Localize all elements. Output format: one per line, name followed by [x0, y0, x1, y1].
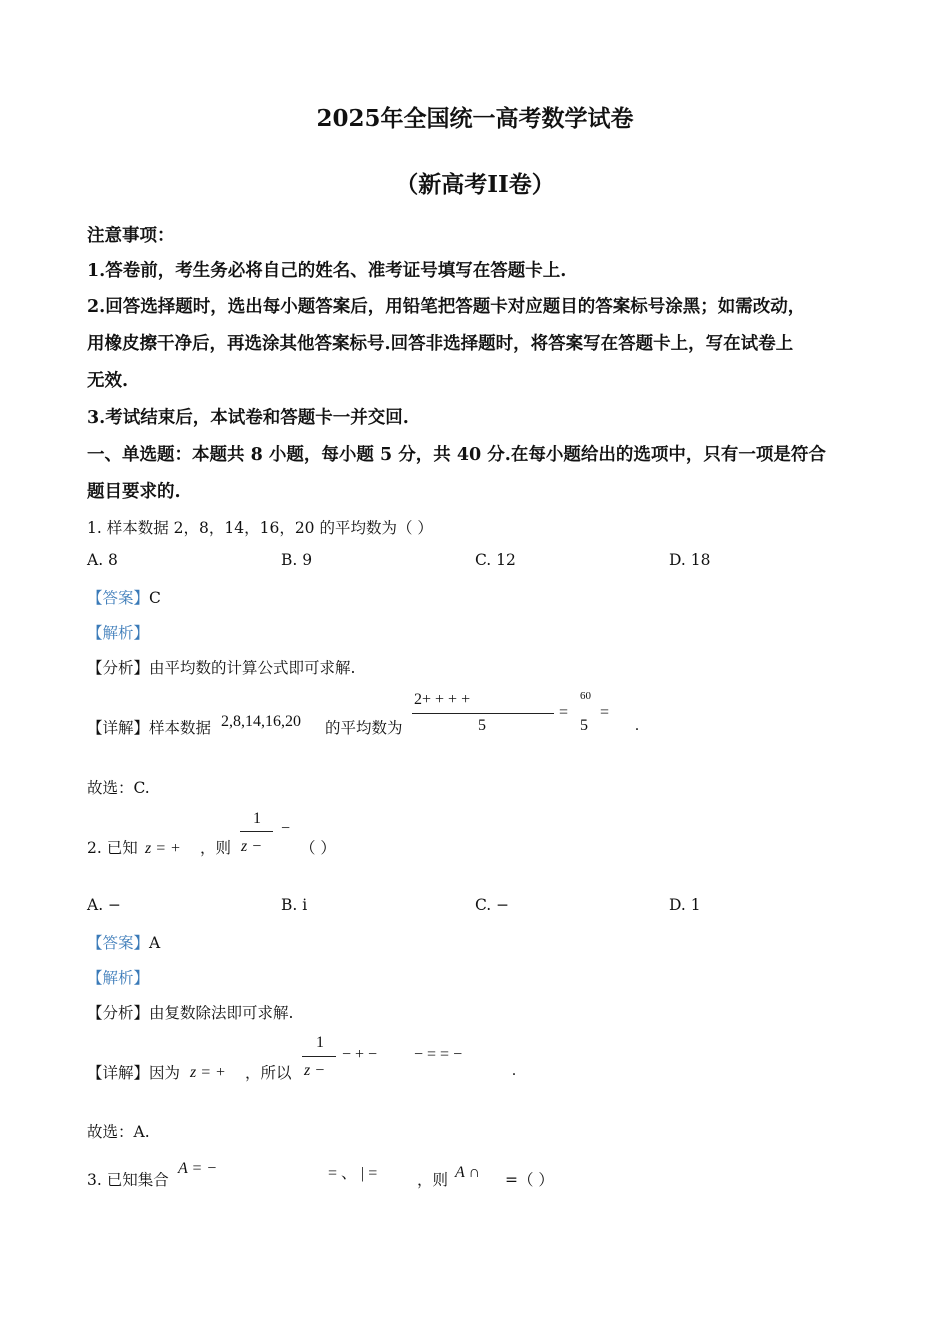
- q2-detail-z: z = +: [190, 1064, 226, 1081]
- q2-analysis-tag: 【解析】: [87, 969, 150, 987]
- q1-answer-line: [87, 586, 161, 608]
- q1-choose: 故选：C.: [87, 779, 150, 797]
- q2-fenxi-line: [87, 1001, 293, 1023]
- detail-tag: 【详解】: [87, 1064, 150, 1082]
- q1-formula-frac2-denominator: 5: [580, 717, 588, 734]
- notice-item-1: 1.答卷前，考生务必将自己的姓名、准考证号填写在答题卡上.: [87, 261, 567, 281]
- q2-detail-prefix: 因为: [149, 1064, 181, 1082]
- q1-fenxi-text: 由平均数的计算公式即可求解.: [149, 659, 356, 677]
- q3-stem-prefix: 3. 已知集合: [87, 1171, 169, 1189]
- q1-answer: C: [149, 589, 161, 607]
- q2-choose: 故选：A.: [87, 1123, 150, 1141]
- q2-stem-mid: ，则: [200, 839, 232, 857]
- q2-option-a: A. −: [87, 896, 122, 914]
- q2-option-d: D. 1: [669, 896, 701, 914]
- q1-detail-line: [87, 716, 211, 738]
- q1-option-c: C. 12: [475, 551, 516, 569]
- section-heading-line-1: 一、单选题：本题共 8 小题，每小题 5 分，共 40 分.在每小题给出的选项中，只有一项是符合: [87, 445, 826, 465]
- q2-stem-frac-numerator: 1: [253, 810, 261, 827]
- q3-stem-intersection: A ∩: [455, 1164, 481, 1181]
- q2-detail-frac-denominator: z −: [304, 1062, 326, 1079]
- exam-title: 2025年全国统一高考数学试卷: [316, 105, 634, 132]
- q3-stem-set-b: = 、 | =: [328, 1165, 378, 1182]
- q1-analysis-tag: 【解析】: [87, 624, 150, 642]
- q2-detail-fraction-bar: [302, 1056, 336, 1057]
- q1-option-b: B. 9: [281, 551, 313, 569]
- q1-formula-end: .: [635, 717, 639, 734]
- fenxi-tag: 【分析】: [87, 1004, 150, 1022]
- q2-detail-mid: ，所以: [245, 1064, 292, 1082]
- notice-item-2-line-1: 2.回答选择题时，选出每小题答案后，用铅笔把答题卡对应题目的答案标号涂黑；如需改动，: [87, 297, 806, 317]
- section-heading-line-2: 题目要求的.: [87, 482, 181, 502]
- q3-stem-then: ，则: [417, 1171, 449, 1189]
- notice-heading: 注意事项：: [87, 226, 175, 246]
- q2-answer: A: [149, 934, 161, 952]
- q1-detail-prefix: 样本数据: [149, 719, 212, 737]
- q1-detail-suffix: 的平均数为: [325, 719, 403, 737]
- notice-item-2-line-2: 用橡皮擦干净后，再选涂其他答案标号.回答非选择题时，将答案写在答题卡上，写在试卷上: [87, 334, 794, 354]
- q1-formula-equals-2: =: [600, 704, 610, 721]
- q2-stem-fraction-bar: [240, 831, 273, 832]
- answer-tag: 【答案】: [87, 934, 150, 952]
- notice-item-3: 3.考试结束后，本试卷和答题卡一并交回.: [87, 408, 409, 428]
- q1-option-d: D. 18: [669, 551, 711, 569]
- q1-stem: 1. 样本数据 2，8，14，16，20 的平均数为（ ）: [87, 519, 433, 537]
- answer-tag: 【答案】: [87, 589, 150, 607]
- exam-subtitle: （新高考II卷）: [395, 171, 555, 198]
- q1-formula-denominator: 5: [478, 717, 486, 734]
- q2-detail-end: .: [512, 1062, 516, 1079]
- q1-option-a: A. 8: [87, 551, 118, 569]
- fenxi-tag: 【分析】: [87, 659, 150, 677]
- q1-detail-data: 2,8,14,16,20: [221, 713, 301, 730]
- q2-detail-line: [87, 1061, 180, 1083]
- detail-tag: 【详解】: [87, 719, 150, 737]
- q3-stem-paren: =（ ）: [505, 1171, 554, 1189]
- q2-fenxi-text: 由复数除法即可求解.: [149, 1004, 294, 1022]
- q2-stem-minus: −: [281, 820, 291, 837]
- q1-formula-fraction-bar: [412, 713, 554, 714]
- q3-stem-set-a: A = −: [178, 1160, 218, 1177]
- q1-formula-equals-1: =: [559, 704, 569, 721]
- q2-option-c: C. −: [475, 896, 510, 914]
- q2-stem-frac-denominator: z −: [241, 838, 263, 855]
- notice-item-2-line-3: 无效.: [87, 371, 129, 391]
- q2-answer-line: [87, 931, 160, 953]
- q2-option-b: B. i: [281, 896, 308, 914]
- q2-detail-frac-numerator: 1: [316, 1034, 324, 1051]
- q1-fenxi-line: [87, 656, 355, 678]
- q2-detail-equation: − = = −: [414, 1046, 463, 1063]
- q2-detail-tail: − + −: [342, 1046, 378, 1063]
- q2-stem-paren: （ ）: [300, 839, 336, 857]
- q2-stem-z: z = +: [145, 840, 181, 857]
- q1-formula-numerator: 2+ + + +: [414, 691, 471, 708]
- q2-stem-prefix: 2. 已知: [87, 839, 138, 857]
- q1-formula-frac2-numerator: 60: [580, 690, 591, 702]
